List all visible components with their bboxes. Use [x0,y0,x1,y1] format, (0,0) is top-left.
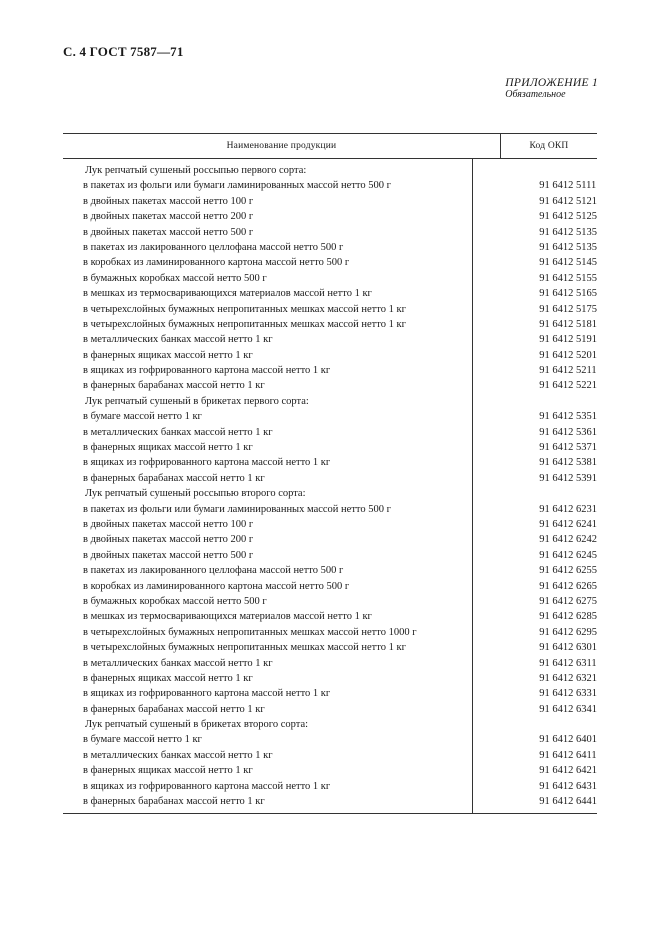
okp-code-cell: 91 6412 6255 [539,565,597,577]
product-name-cell: в фанерных ящиках массой нетто 1 кг [83,672,253,684]
okp-code-cell: 91 6412 6245 [539,549,597,561]
product-code-table [63,133,597,814]
product-name-cell: в бумажных коробках массой нетто 500 г [83,595,267,607]
okp-code-cell [473,394,597,409]
okp-code-cell [473,717,597,732]
product-name-cell: в двойных пакетах массой нетто 500 г [83,549,254,561]
okp-code-cell [473,486,597,501]
okp-code-cell: 91 6412 6241 [539,518,597,530]
okp-code-cell: 91 6412 5121 [539,195,597,207]
okp-code-cell: 91 6412 6265 [539,580,597,592]
okp-code-cell: 91 6412 5175 [539,303,597,315]
product-group-heading: Лук репчатый сушеный в брикетах второго сорта: [85,719,309,731]
appendix-block [505,77,598,100]
product-name-cell: в фанерных ящиках массой нетто 1 кг [83,349,253,361]
product-name-cell: в металлических банках массой нетто 1 кг [83,749,273,761]
product-name-cell: в фанерных ящиках массой нетто 1 кг [83,765,253,777]
product-name-cell: в бумаге массой нетто 1 кг [83,411,202,423]
okp-code-cell: 91 6412 6341 [539,703,597,715]
okp-code-cell: 91 6412 6242 [539,534,597,546]
product-name-cell: в пакетах из лакированного целлофана массой нетто 500 г [83,241,344,253]
okp-code-cell: 91 6412 5371 [539,442,597,454]
appendix-subtitle: Обязательное [505,89,566,100]
column-header-product-name: Наименование продукции [63,134,501,158]
okp-code-cell: 91 6412 6411 [539,749,597,761]
okp-code-cell: 91 6412 6275 [539,595,597,607]
okp-code-cell: 91 6412 6401 [539,734,597,746]
product-name-column [63,159,473,813]
product-name-cell: в четырехслойных бумажных непропитанных мешках массой нетто 1 кг [83,303,406,315]
column-header-okp-code: Код ОКП [529,141,569,151]
okp-code-cell: 91 6412 5145 [539,257,597,269]
product-name-cell: в мешках из термосваривающихся материалов массой нетто 1 кг [83,288,372,300]
okp-code-cell: 91 6412 6285 [539,611,597,623]
okp-code-cell: 91 6412 5381 [539,457,597,469]
product-name-cell: в пакетах из фольги или бумаги ламинированных массой нетто 500 г [83,503,391,515]
product-name-cell: в металлических банках массой нетто 1 кг [83,334,273,346]
appendix-title: ПРИЛОЖЕНИЕ 1 [505,77,598,89]
product-group-heading: Лук репчатый сушеный в брикетах первого сорта: [85,395,309,407]
okp-code-cell: 91 6412 5391 [539,472,597,484]
okp-code-cell: 91 6412 5135 [539,226,597,238]
product-name-cell: в мешках из термосваривающихся материалов массой нетто 1 кг [83,611,372,623]
page-header: С. 4 ГОСТ 7587—71 [63,44,184,59]
product-name-cell: в бумаге массой нетто 1 кг [83,734,202,746]
okp-code-cell: 91 6412 6301 [539,642,597,654]
product-name-cell: в двойных пакетах массой нетто 200 г [83,211,254,223]
product-name-cell: в фанерных барабанах массой нетто 1 кг [83,472,265,484]
product-name-cell: в ящиках из гофрированного картона массой нетто 1 кг [83,365,331,377]
okp-code-cell: 91 6412 6331 [539,688,597,700]
table-body [63,159,597,813]
product-name-cell: в четырехслойных бумажных непропитанных мешках массой нетто 1 кг [83,318,406,330]
product-name-cell: в металлических банках массой нетто 1 кг [83,657,273,669]
okp-code-cell: 91 6412 5191 [539,334,597,346]
okp-code-cell [473,163,597,178]
product-name-cell: в двойных пакетах массой нетто 100 г [83,195,254,207]
product-name-cell: в фанерных барабанах массой нетто 1 кг [83,703,265,715]
okp-code-cell: 91 6412 5181 [539,318,597,330]
product-name-cell: в пакетах из фольги или бумаги ламинированных массой нетто 500 г [83,180,391,192]
okp-code-column [473,159,597,813]
product-group-heading: Лук репчатый сушеный россыпью второго сорта: [85,488,306,500]
product-name-cell: в ящиках из гофрированного картона массой нетто 1 кг [83,780,331,792]
okp-code-cell: 91 6412 5351 [539,411,597,423]
product-name-cell: в коробках из ламинированного картона массой нетто 500 г [83,257,350,269]
product-name-cell: в двойных пакетах массой нетто 200 г [83,534,254,546]
product-name-cell: в коробках из ламинированного картона массой нетто 500 г [83,580,350,592]
product-name-cell: в фанерных барабанах массой нетто 1 кг [83,380,265,392]
okp-code-cell: 91 6412 5221 [539,380,597,392]
okp-code-cell: 91 6412 6431 [539,780,597,792]
okp-code-cell: 91 6412 6441 [539,796,597,808]
okp-code-cell: 91 6412 6231 [539,503,597,515]
okp-code-cell: 91 6412 5111 [539,180,597,192]
okp-code-cell: 91 6412 5361 [539,426,597,438]
product-name-cell: в ящиках из гофрированного картона массой нетто 1 кг [83,457,331,469]
okp-code-cell: 91 6412 5165 [539,288,597,300]
product-name-cell: в бумажных коробках массой нетто 500 г [83,272,267,284]
table-header [63,134,597,159]
okp-code-cell: 91 6412 6311 [539,657,597,669]
okp-code-cell: 91 6412 5211 [539,365,597,377]
okp-code-cell: 91 6412 6321 [539,672,597,684]
okp-code-cell: 91 6412 5125 [539,211,597,223]
product-name-cell: в двойных пакетах массой нетто 500 г [83,226,254,238]
okp-code-cell: 91 6412 5201 [539,349,597,361]
product-group-heading: Лук репчатый сушеный россыпью первого сорта: [85,165,307,176]
product-name-cell: в двойных пакетах массой нетто 100 г [83,518,254,530]
product-name-cell: в фанерных ящиках массой нетто 1 кг [83,442,253,454]
okp-code-cell: 91 6412 6421 [539,765,597,777]
product-name-cell: в четырехслойных бумажных непропитанных мешках массой нетто 1000 г [83,626,417,638]
okp-code-cell: 91 6412 5135 [539,241,597,253]
product-name-cell: в четырехслойных бумажных непропитанных мешках массой нетто 1 кг [83,642,406,654]
product-name-cell: в фанерных барабанах массой нетто 1 кг [83,796,265,808]
product-name-cell: в ящиках из гофрированного картона массой нетто 1 кг [83,688,331,700]
product-name-cell: в пакетах из лакированного целлофана массой нетто 500 г [83,565,344,577]
okp-code-cell: 91 6412 6295 [539,626,597,638]
product-name-cell: в металлических банках массой нетто 1 кг [83,426,273,438]
okp-code-cell: 91 6412 5155 [539,272,597,284]
